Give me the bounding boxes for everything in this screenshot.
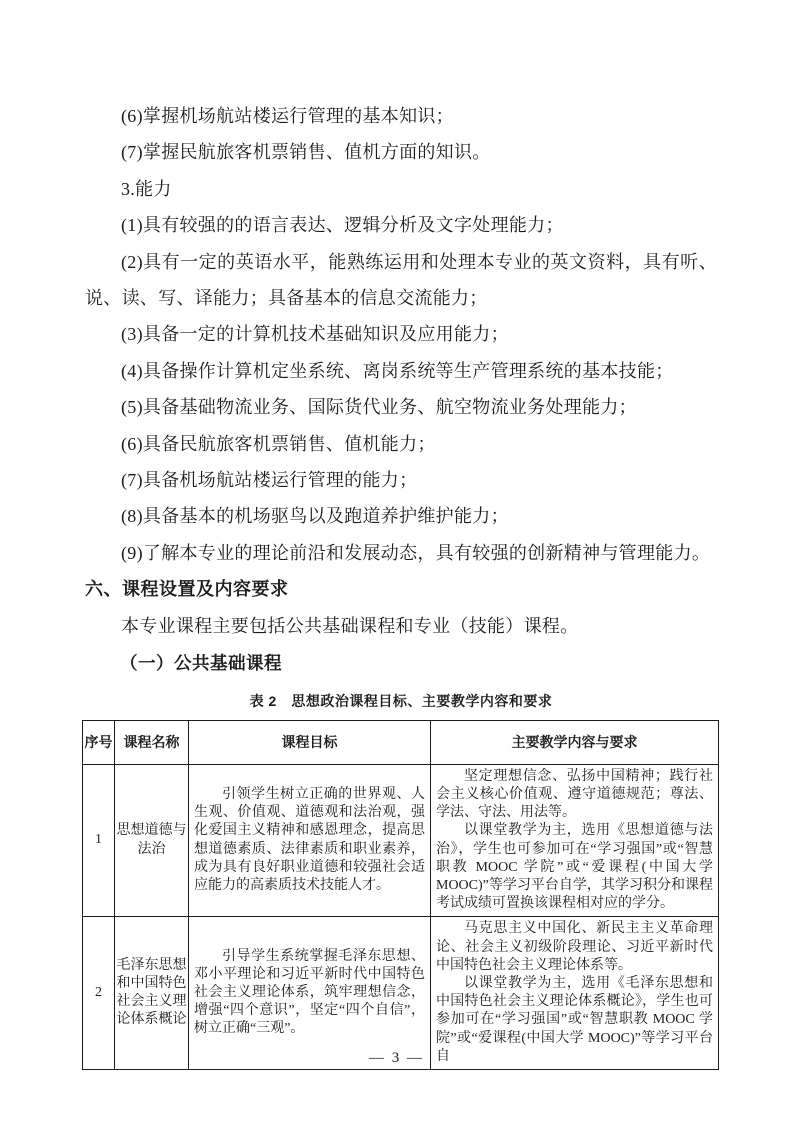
col-header-content: 主要教学内容与要求 bbox=[431, 720, 719, 764]
row1-no: 1 bbox=[83, 764, 115, 917]
col-header-objective: 课程目标 bbox=[189, 720, 431, 764]
table-row-2 bbox=[83, 917, 719, 1070]
page-number: — 3 — bbox=[369, 1050, 424, 1066]
ability-item-1: (1)具有较强的的语言表达、逻辑分析及文字处理能力； bbox=[121, 215, 564, 236]
col-header-no: 序号 bbox=[83, 720, 115, 764]
ability-item-5: (5)具备基础物流业务、国际货代业务、航空物流业务处理能力； bbox=[121, 397, 637, 418]
list-heading-ability: 3.能力 bbox=[121, 178, 172, 199]
row2-no: 2 bbox=[83, 917, 115, 1070]
ability-item-4: (4)具备操作计算机定坐系统、离岗系统等生产管理系统的基本技能； bbox=[121, 360, 674, 381]
ability-item-k6: (6)掌握机场航站楼运行管理的基本知识； bbox=[121, 106, 454, 126]
ability-item-8: (8)具备基本的机场驱鸟以及跑道养护维护能力； bbox=[121, 506, 509, 527]
row1-content bbox=[431, 764, 719, 917]
row2-objective bbox=[189, 917, 431, 1070]
ability-item-9: (9)了解本专业的理论前沿和发展动态，具有较强的创新精神与管理能力。 bbox=[121, 542, 711, 563]
row1-content-paragraph-1: 坚定理想信念、弘扬中国精神；践行社会主义核心价值观、遵守道德规范；尊法、学法、守法、用法等。 bbox=[436, 768, 713, 821]
section-heading: 六、课程设置及内容要求 bbox=[85, 579, 289, 600]
ability-item-7: (7)具备机场航站楼运行管理的能力； bbox=[121, 470, 418, 491]
row2-content-paragraph-2: 以课堂教学为主，选用《毛泽东思想和中国特色社会主义理论体系概论》，学生也可参加可在“学习强国”或“智慧职教 MOOC 学院”或“爱课程(中国大学 MOOC)”等学习平台自 bbox=[436, 975, 713, 1064]
col-header-course-name: 课程名称 bbox=[115, 720, 189, 764]
row2-content bbox=[431, 917, 719, 1070]
row1-objective-text: 引领学生树立正确的世界观、人生观、价值观、道德观和法治观，强化爱国主义精神和感恩理念，提高思想道德素质、法律素质和职业素养，成为具有良好职业道德和较强社会适应能力的高素质技术技能人才。 bbox=[194, 786, 425, 893]
row1-content-paragraph-2: 以课堂教学为主，选用《思想道德与法治》，学生也可参加可在“学习强国”或“智慧职教 MOOC 学院”或“爱课程(中国大学 MOOC)”等学习平台自学，其学习积分和课程考试成绩可置换该课程相对应的学分。 bbox=[436, 823, 713, 912]
section-intro: 本专业课程主要包括公共基础课程和专业（技能）课程。 bbox=[121, 616, 579, 637]
row2-course-name: 毛泽东思想和中国特色社会主义理论体系概论 bbox=[115, 917, 189, 1070]
ability-item-2: (2)具有一定的英语水平，能熟练运用和处理本专业的英文资料，具有听、说、读、写、译能力；具备基本的信息交流能力； bbox=[85, 251, 717, 309]
table-caption: 表 2 思想政治课程目标、主要教学内容和要求 bbox=[249, 692, 553, 709]
row1-objective bbox=[189, 764, 431, 917]
row1-course-name: 思想道德与法治 bbox=[115, 764, 189, 917]
ability-item-6: (6)具备民航旅客机票销售、值机能力； bbox=[121, 433, 436, 454]
row2-content-paragraph-1: 马克思主义中国化、新民主主义革命理论、社会主义初级阶段理论、习近平新时代中国特色社会主义理论体系等。 bbox=[436, 921, 713, 973]
subsection-heading: （一）公共基础课程 bbox=[120, 652, 282, 673]
row2-objective-text: 引导学生系统掌握毛泽东思想、邓小平理论和习近平新时代中国特色社会主义理论体系，筑牢理想信念，增强“四个意识”，坚定“四个自信”，树立正确“三观”。 bbox=[194, 948, 425, 1037]
course-table bbox=[82, 720, 719, 1070]
table-header-row bbox=[83, 720, 719, 764]
ability-item-3: (3)具备一定的计算机技术基础知识及应用能力； bbox=[121, 324, 509, 345]
ability-item-k7: (7)掌握民航旅客机票销售、值机方面的知识。 bbox=[121, 142, 491, 163]
table-row-1 bbox=[83, 764, 719, 917]
